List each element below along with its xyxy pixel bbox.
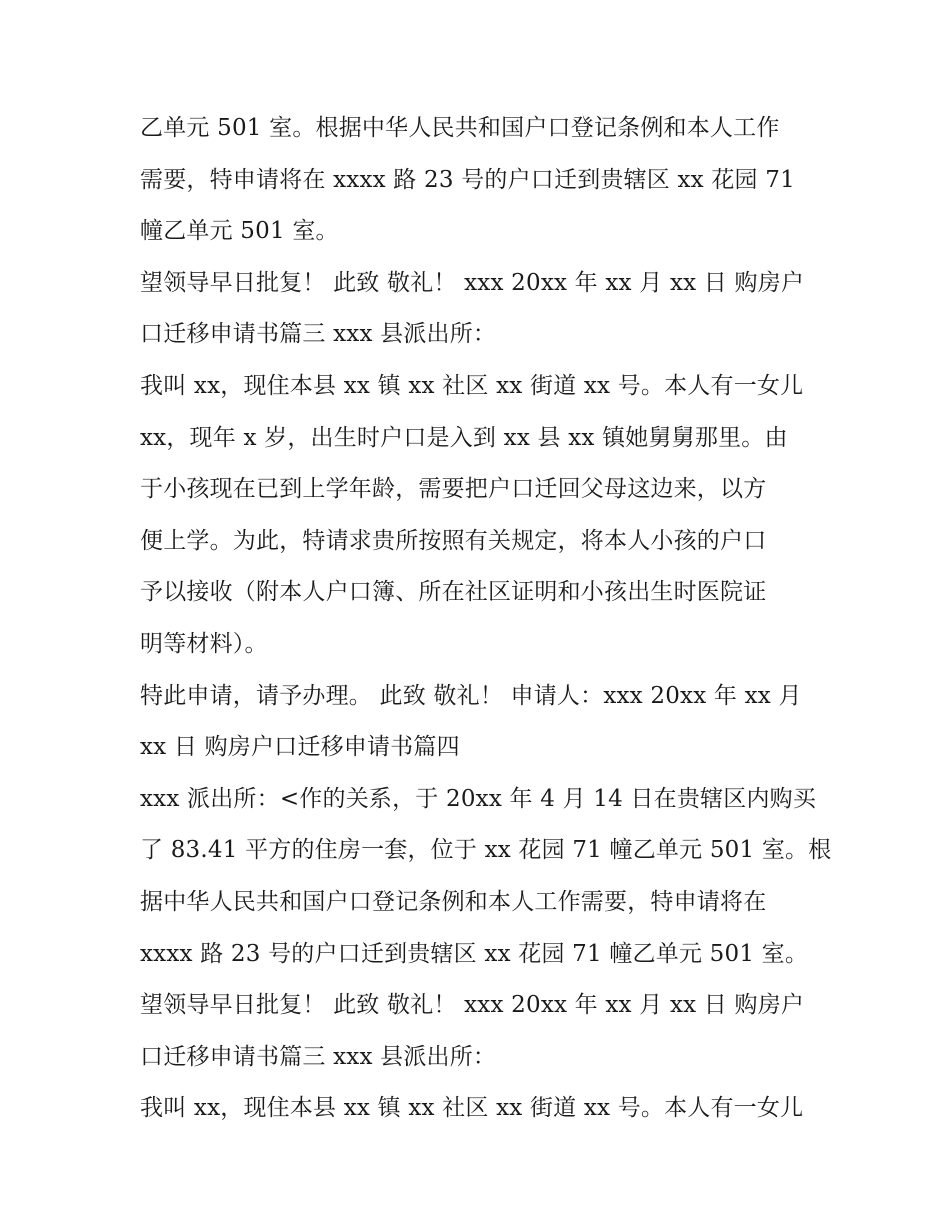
text-line: 特此申请，请予办理。 此致 敬礼！ 申请人：xxx 20xx 年 xx 月 xyxy=(140,682,802,709)
text-line: 我叫 xx，现住本县 xx 镇 xx 社区 xx 街道 xx 号。本人有一女儿 xyxy=(140,372,804,399)
text-line: 了 83.41 平方的住房一套，位于 xx 花园 71 幢乙单元 501 室。根 xyxy=(140,837,832,864)
text-line: 据中华人民共和国户口登记条例和本人工作需要，特申请将在 xyxy=(140,888,767,915)
text-line: 便上学。为此，特请求贵所按照有关规定，将本人小孩的户口 xyxy=(140,527,767,554)
text-line: 口迁移申请书篇三 xxx 县派出所： xyxy=(140,321,497,348)
text-line: 予以接收（附本人户口簿、所在社区证明和小孩出生时医院证 xyxy=(140,579,767,606)
text-line: 明等材料）。 xyxy=(140,630,268,657)
text-line: 我叫 xx，现住本县 xx 镇 xx 社区 xx 街道 xx 号。本人有一女儿 xyxy=(140,1095,804,1122)
text-line: xxxx 路 23 号的户口迁到贵辖区 xx 花园 71 幢乙单元 501 室。 xyxy=(140,940,809,967)
document-body xyxy=(140,103,832,1135)
text-line: 幢乙单元 501 室。 xyxy=(140,218,339,245)
text-line: 口迁移申请书篇三 xxx 县派出所： xyxy=(140,1043,497,1070)
text-line: 需要，特申请将在 xxxx 路 23 号的户口迁到贵辖区 xx 花园 71 xyxy=(140,166,795,193)
text-line: 乙单元 501 室。根据中华人民共和国户口登记条例和本人工作 xyxy=(140,115,780,141)
text-line: xx 日 购房户口迁移申请书篇四 xyxy=(140,734,460,761)
text-line: 于小孩现在已到上学年龄，需要把户口迁回父母这边来，以方 xyxy=(140,476,767,503)
text-line: xxx 派出所：<作的关系，于 20xx 年 4 月 14 日在贵辖区内购买 xyxy=(140,785,817,812)
text-line: xx，现年 x 岁，出生时户口是入到 xx 县 xx 镇她舅舅那里。由 xyxy=(140,424,788,451)
text-line: 望领导早日批复！ 此致 敬礼！ xxx 20xx 年 xx 月 xx 日 购房户 xyxy=(140,992,805,1019)
text-line: 望领导早日批复！ 此致 敬礼！ xxx 20xx 年 xx 月 xx 日 购房户 xyxy=(140,269,805,296)
